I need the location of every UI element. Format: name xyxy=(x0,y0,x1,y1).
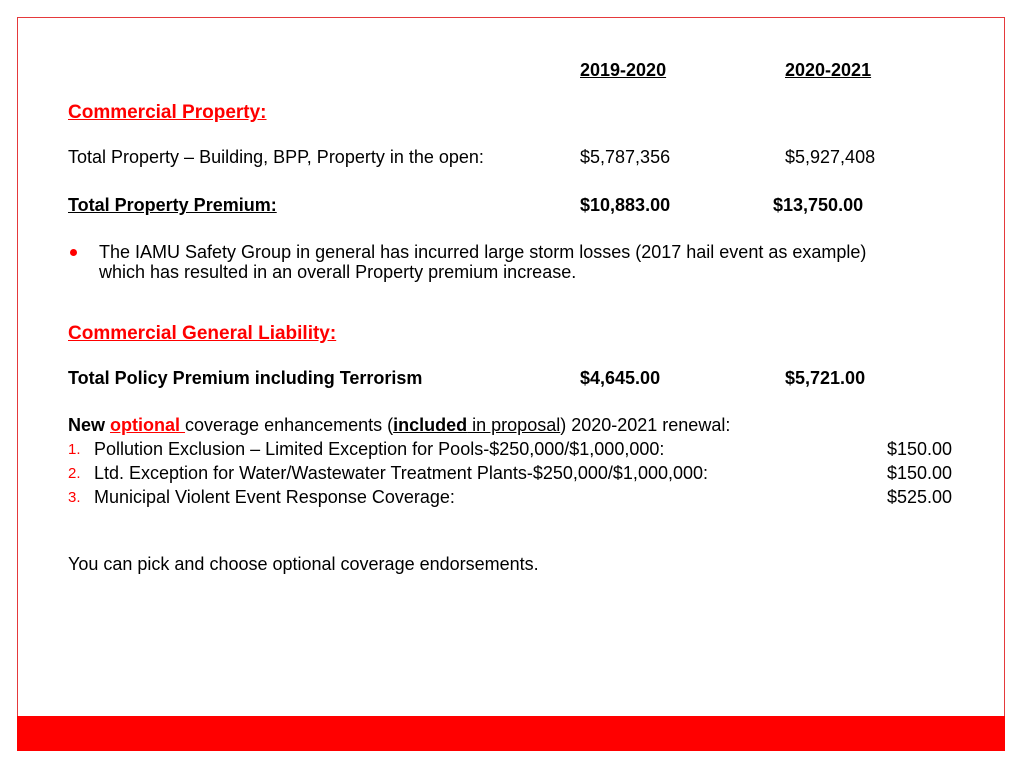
option-number: 1. xyxy=(68,441,81,458)
property-note-line2: which has resulted in an overall Property premium increase. xyxy=(99,262,577,282)
commercial-property-heading: Commercial Property: xyxy=(68,102,267,123)
policy-premium-2019-value: $4,645.00 xyxy=(580,368,661,388)
intro-in-proposal: in proposal xyxy=(467,415,561,435)
option-price: $525.00 xyxy=(887,487,953,507)
intro-included: included xyxy=(393,415,468,435)
option-label: Pollution Exclusion – Limited Exception for Pools-$250,000/$1,000,000: xyxy=(94,439,665,459)
total-property-label: Total Property – Building, BPP, Property in the open: xyxy=(68,147,484,167)
option-price: $150.00 xyxy=(887,439,953,459)
property-note-line1: The IAMU Safety Group in general has incurred large storm losses (2017 hail event as example) xyxy=(99,242,867,262)
property-premium-2020-value: $13,750.00 xyxy=(773,195,864,215)
total-property-2020-value: $5,927,408 xyxy=(785,147,876,167)
bullet-icon xyxy=(70,249,77,256)
option-number: 2. xyxy=(68,465,81,482)
policy-premium-2020-value: $5,721.00 xyxy=(785,368,866,388)
total-property-2019-value: $5,787,356 xyxy=(580,147,671,167)
intro-coverage: coverage enhancements ( xyxy=(185,415,394,435)
general-liability-heading: Commercial General Liability: xyxy=(68,323,337,344)
intro-optional: optional xyxy=(110,415,186,435)
property-premium-2019-value: $10,883.00 xyxy=(580,195,671,215)
total-policy-premium-label: Total Policy Premium including Terrorism xyxy=(68,368,423,388)
optional-coverage-intro xyxy=(68,414,730,436)
intro-new: New xyxy=(68,415,111,435)
option-label: Municipal Violent Event Response Coverage: xyxy=(94,487,455,507)
option-label: Ltd. Exception for Water/Wastewater Treatment Plants-$250,000/$1,000,000: xyxy=(94,463,709,483)
column-header-2020-2021: 2020-2021 xyxy=(785,60,872,80)
footer-note: You can pick and choose optional coverage endorsements. xyxy=(68,554,539,574)
option-number: 3. xyxy=(68,489,81,506)
column-header-2019-2020: 2019-2020 xyxy=(580,60,667,80)
option-price: $150.00 xyxy=(887,463,953,483)
total-property-premium-label: Total Property Premium: xyxy=(68,195,277,215)
bottom-accent-bar xyxy=(17,716,1005,751)
intro-renewal: ) 2020-2021 renewal: xyxy=(560,415,731,435)
